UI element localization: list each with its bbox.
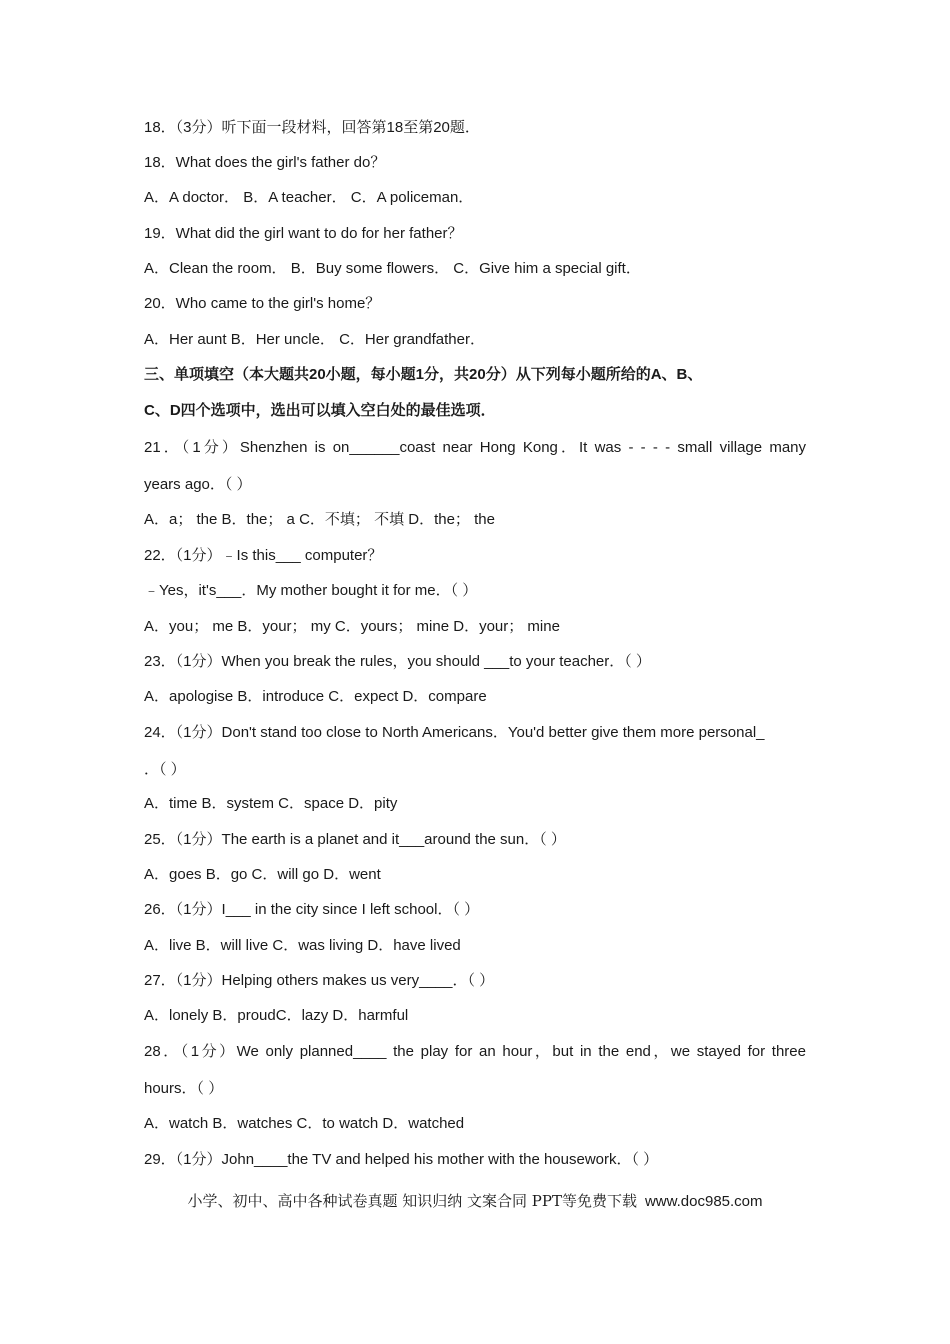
question-22-text-cont: ﹣Yes，it's___．My mother bought it for me．（ ） [144,582,478,599]
question-25-text: 25．（1分）The earth is a planet and it___around the sun．（ ） [144,831,566,848]
question-24-options: A．time B．system C．space D．pity [144,795,398,812]
question-18-options: A．A doctor． B．A teacher． C．A policeman． [144,189,474,206]
footer-url[interactable]: www.doc985.com [644,1193,763,1210]
question-21-text-cont: years ago．（ ） [144,476,252,493]
question-24-text-cont: ．（ ） [144,761,186,778]
question-20-text: 20．Who came to the girl's home？ [144,295,381,312]
question-25-options: A．goes B．go C．will go D．went [144,866,381,883]
question-24-text: 24．（1分）Don't stand too close to North Americans．You'd better give them more personal_ [144,724,765,741]
question-23-text: 23．（1分）When you break the rules，you should ___to your teacher．（ ） [144,653,651,670]
question-28-text-cont: hours．（ ） [144,1080,224,1097]
question-23-options: A．apologise B．introduce C．expect D．compare [144,688,487,705]
section-3-heading: 三、单项填空（本大题共20小题，每小题1分，共20分）从下列每小题所给的A、B、 [144,366,703,383]
question-21-text: 21．（1分）Shenzhen is on______coast near Hong Kong．It was - - - - small village many [144,439,806,456]
question-19-options: A．Clean the room． B．Buy some flowers． C．Give him a special gift． [144,260,641,277]
section-3-heading-cont: C、D四个选项中，选出可以填入空白处的最佳选项． [144,402,496,419]
page-footer [0,1191,950,1212]
question-26-text: 26．（1分）I___ in the city since I left school．（ ） [144,901,480,918]
question-20-options: A．Her aunt B．Her uncle． C．Her grandfather． [144,331,485,348]
question-18-section-intro: 18．（3分）听下面一段材料，回答第18至第20题． [144,119,480,136]
question-27-text: 27．（1分）Helping others makes us very____．（ ） [144,972,495,989]
question-18-text: 18．What does the girl's father do？ [144,154,386,171]
question-22-options: A．you； me B．your； my C．yours； mine D．your； mine [144,618,560,635]
question-27-options: A．lonely B．proudC．lazy D．harmful [144,1007,409,1024]
question-29-text: 29．（1分）John____the TV and helped his mother with the housework．（ ） [144,1151,659,1168]
question-19-text: 19．What did the girl want to do for her father？ [144,225,463,242]
footer-text: 小学、初中、高中各种试卷真题 知识归纳 文案合同 PPT等免费下载 [187,1192,637,1210]
question-21-options: A．a； the B．the； a C．不填； 不填 D．the； the [144,511,495,528]
question-28-text: 28．（1分）We only planned____ the play for an hour，but in the end，we stayed for three [144,1043,806,1060]
question-22-text: 22．（1分）﹣Is this___ computer？ [144,547,383,564]
question-26-options: A．live B．will live C．was living D．have lived [144,937,461,954]
question-28-options: A．watch B．watches C．to watch D．watched [144,1115,465,1132]
